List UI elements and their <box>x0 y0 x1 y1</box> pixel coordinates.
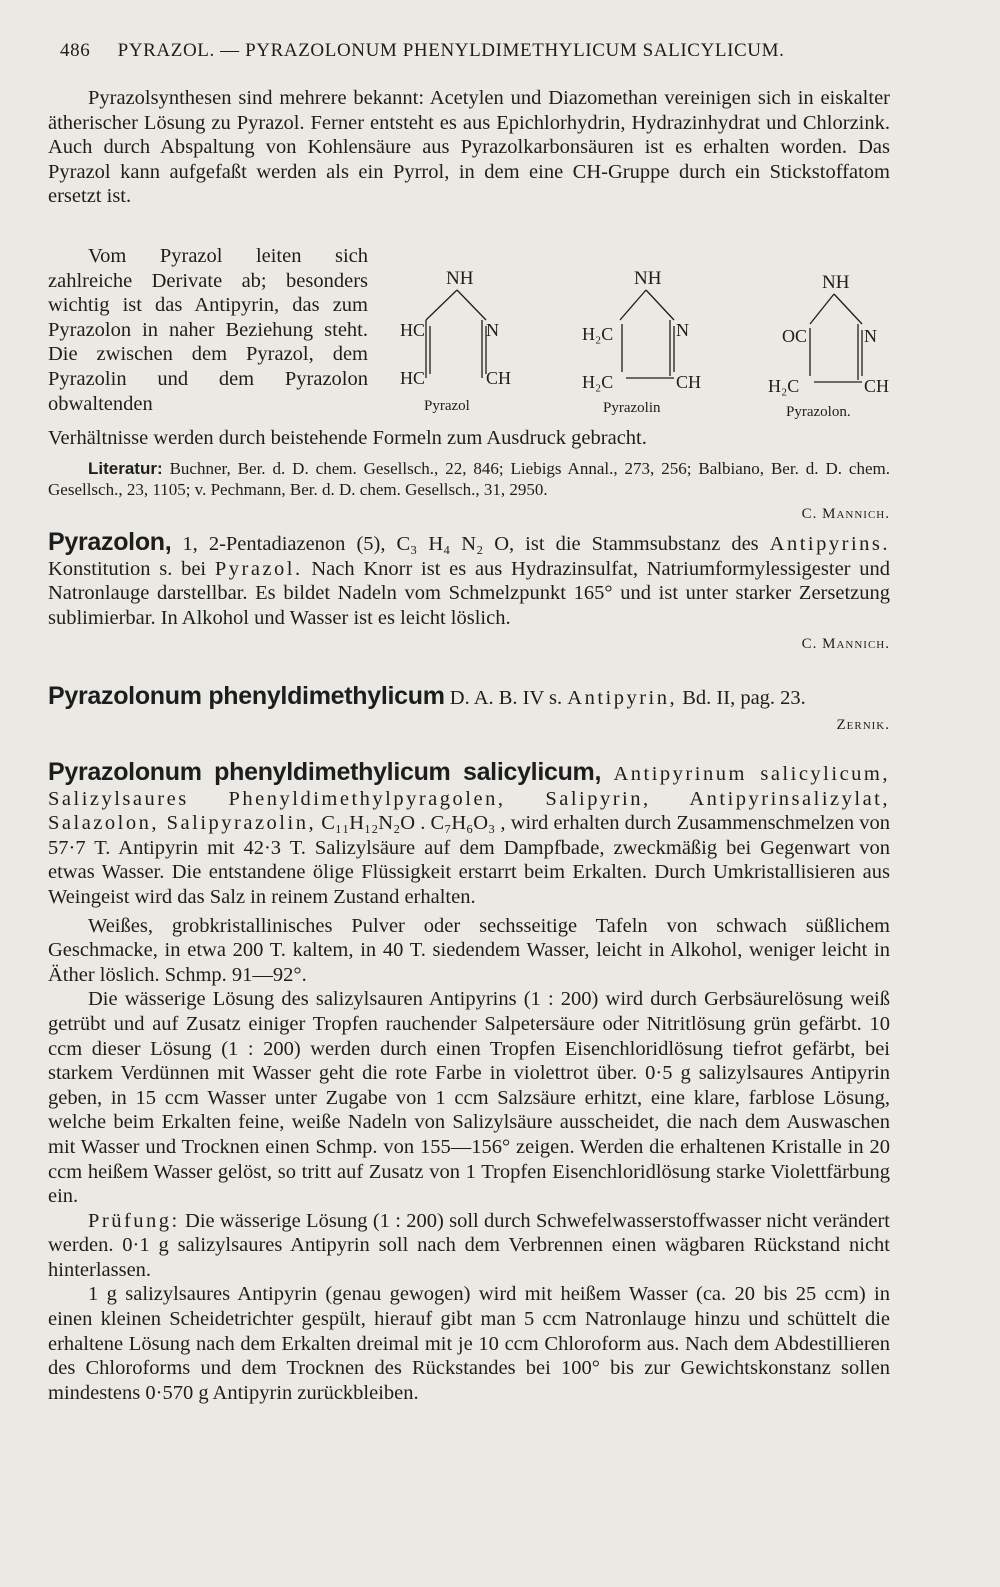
salicylicum-paragraph-3: Die wässerige Lösung des salizylsauren Antipyrins (1 : 200) wird durch Gerbsäurelösung weiß getrübt und auf Zusatz einiger Tropfen rauchender Salpetersäure oder Nitritlösung grün gefärbt. 10 ccm dieser Lösung (1 : 200) werden durch einen Tropfen Eisenchloridlösung tiefrot gefärbt, bei starkem Verdünnen mit Wasser geht die rote Farbe in violettrot über. 0·5 g salizylsaures Antipyrin geben, in 15 ccm Wasser unter Zugabe von 1 ccm Salzsäure erhitzt, eine klare, farblose Lösung, welche beim Erkalten feine, weiße Nadeln von Salizylsäure ausscheidet, die nach dem Auswaschen mit Wasser und Trocknen einen Schmp. von 155—156° zeigen. Werden die erhaltenen Kristalle in 20 ccm heißem Wasser gelöst, so tritt auf Zusatz von 1 Tropfen Eisenchloridlösung starke Violettfärbung ein. <box>48 988 890 1208</box>
formula-pyrazol <box>400 268 511 414</box>
literature-block <box>48 458 890 527</box>
running-header <box>60 40 900 62</box>
pyrazolonum-phenyl-spaced: Antipyrin, <box>567 687 678 709</box>
pyrazolon-oc: OC <box>782 326 808 346</box>
literature-label: Literatur: <box>88 459 163 478</box>
salicylicum-paragraph-5: 1 g salizylsaures Antipyrin (genau gewogen) wird mit heißem Wasser (ca. 20 bis 25 ccm) in einen kleinen Scheidetrichter gespült, hierauf gibt man 5 ccm Natronlauge hinzu und schüttelt die erhaltene Lösung nach dem Erkalten dreimal mit je 10 ccm Chloroform aus. Nach dem Abdestillieren des Chloroforms und dem Trocknen des Rückstandes bei 100° bis zur Gewichtskonstanz sollen mindestens 0·570 g Antipyrin zurückbleiben. <box>48 1283 890 1404</box>
pyrazolon-ch: CH <box>864 376 890 396</box>
pyrazolonum-phenyl-paragraph <box>48 684 890 711</box>
literature-text: Buchner, Ber. d. D. chem. Gesellsch., 22, 846; Liebigs Annal., 273, 256; Balbiano, Ber. d. D. chem. Gesellsch., 23, 1105; v. Pechmann, Ber. d. D. chem. Gesellsch., 31, 2950. <box>48 459 890 499</box>
pyrazolon-text-a: 1, 2-Pentadiazenon (5), C₃ H₄ N₂ O, ist die Stammsubstanz des <box>171 533 770 555</box>
pyrazol-ch: CH <box>486 368 512 388</box>
salicylicum-text-a: C₁₁H₁₂N₂O . C₇H₆O₃ , wird erhalten durch Zusammenschmelzen von 57·7 T. Antipyrin mit 42·3 T. Salizylsäure auf dem Dampfbade, zweckmäßig bei Gegenwart von etwas Wasser. Die entstandene ölige Flüssigkeit erstarrt beim Erkalten. Durch Umkristallisieren aus Weingeist wird das Salz in reinem Zustand erhalten. <box>48 812 890 908</box>
pyrazol-nh: NH <box>446 268 474 289</box>
pyrazolonum-phenyl-signature: Zernik. <box>836 716 890 733</box>
intro-para-2: Vom Pyrazol leiten sich zahlreiche Derivate ab; besonders wichtig ist das Antipyrin, das zum Pyrazolon in naher Beziehung steht. Die zwischen dem Pyrazol, dem Pyrazolin und dem Pyrazolon obwaltenden <box>48 245 368 415</box>
pyrazolon-n: N <box>864 326 877 346</box>
literature-entry <box>48 458 890 500</box>
entry-salicylicum <box>48 760 890 1405</box>
pyrazolon-text-c: Nach Knorr ist es aus Hydrazinsulfat, Natriumformylessigester und Natronlauge darstellbar. Es bildet Nadeln vom Schmelzpunkt 165° und ist unter starker Zersetzung sublimierbar. In Alkohol und Wasser ist es leicht löslich. <box>48 557 890 629</box>
pyrazolin-caption: Pyrazolin <box>603 400 661 416</box>
salicylicum-paragraph-2: Weißes, grobkristallinisches Pulver oder sechsseitige Tafeln von schwach süßlichem Geschmacke, in etwa 200 T. kaltem, in 40 T. siedendem Wasser, leicht in Alkohol, weniger leicht in Äther löslich. Schmp. 91—92°. <box>48 914 890 986</box>
formula-pyrazolin <box>582 268 701 416</box>
pyrazolon-spaced-a: Antipyrins. <box>769 533 890 555</box>
structural-formulas <box>388 266 918 426</box>
pyrazol-caption: Pyrazol <box>424 398 470 414</box>
formula-figure <box>388 266 918 426</box>
intro-para-1: Pyrazolsynthesen sind mehrere bekannt: Acetylen und Diazomethan vereinigen sich in eiskalter ätherischer Lösung zu Pyrazol. Ferner entsteht es aus Epichlorhydrin, Hydrazinhydrat und Chlorzink. Auch durch Abspaltung von Kohlensäure aus Pyrazolkarbonsäuren ist es erhalten worden. Das Pyrazol kann aufgefaßt werden als ein Pyrrol, in dem eine CH-Gruppe durch ein Stickstoffatom ersetzt ist. <box>48 87 890 208</box>
formula-pyrazolon <box>768 272 889 420</box>
pyrazolon-signature: C. Mannich. <box>801 636 890 653</box>
pruefung-text: Die wässerige Lösung (1 : 200) soll durch Schwefelwasserstoffwasser nicht verändert werden. 0·1 g salizylsaures Antipyrin soll nach dem Verbrennen einen wägbaren Rückstand nicht hinterlassen. <box>48 1209 890 1281</box>
pyrazolon-nh: NH <box>822 272 850 293</box>
pyrazolin-n: N <box>676 320 689 340</box>
pyrazolon-spaced-b: Pyrazol. <box>214 557 303 580</box>
pyrazolin-h2c-upper: H₂C <box>582 324 614 344</box>
pyrazolon-text-b: Konstitution s. bei <box>48 557 215 580</box>
formula-section <box>48 244 890 420</box>
pyrazol-hc-lower: HC <box>400 368 426 388</box>
entry-pyrazolon <box>48 530 890 657</box>
pruefung-label: Prüfung: <box>88 1209 180 1232</box>
pyrazol-n: N <box>486 320 499 340</box>
pyrazolonum-phenyl-text-a: D. A. B. IV s. <box>444 687 568 709</box>
intro-paragraph <box>48 86 890 209</box>
entry-pyrazolonum-phenyl <box>48 684 890 737</box>
page-number: 486 <box>60 40 91 61</box>
pyrazol-hc-upper: HC <box>400 320 426 340</box>
pyrazolon-h2c: H₂C <box>768 376 800 396</box>
running-title: PYRAZOL. — PYRAZOLONUM PHENYLDIMETHYLICUM SALICYLICUM. <box>117 40 785 61</box>
pyrazolon-term: Pyrazolon, <box>48 528 172 556</box>
salicylicum-paragraph-1 <box>48 760 890 910</box>
intro-para-2-block <box>48 244 368 416</box>
pyrazolin-ch: CH <box>676 372 702 392</box>
pyrazolonum-phenyl-text-b: Bd. II, pag. 23. <box>677 687 806 709</box>
pyrazolon-paragraph <box>48 530 890 630</box>
intro-tail-text: Verhältnisse werden durch beistehende Formeln zum Ausdruck gebracht. <box>48 427 647 449</box>
pyrazolin-h2c-lower: H₂C <box>582 372 614 392</box>
literature-signature: C. Mannich. <box>801 506 890 522</box>
pyrazolin-nh: NH <box>634 268 662 289</box>
salicylicum-paragraph-4 <box>48 1209 890 1283</box>
salicylicum-synonyms: Antipyrinum salicylicum, Salizylsaures Phenyldimethylpyragolen, Salipyrin, Antipyrinsalizylat, Salazolon, Salipyrazolin, <box>48 763 890 835</box>
intro-para-2-tail <box>48 426 890 451</box>
pyrazolon-caption: Pyrazolon. <box>786 404 851 420</box>
salicylicum-term: Pyrazolonum phenyldimethylicum salicylicum, <box>48 758 602 786</box>
pyrazolonum-phenyl-term: Pyrazolonum phenyldimethylicum <box>48 682 445 710</box>
